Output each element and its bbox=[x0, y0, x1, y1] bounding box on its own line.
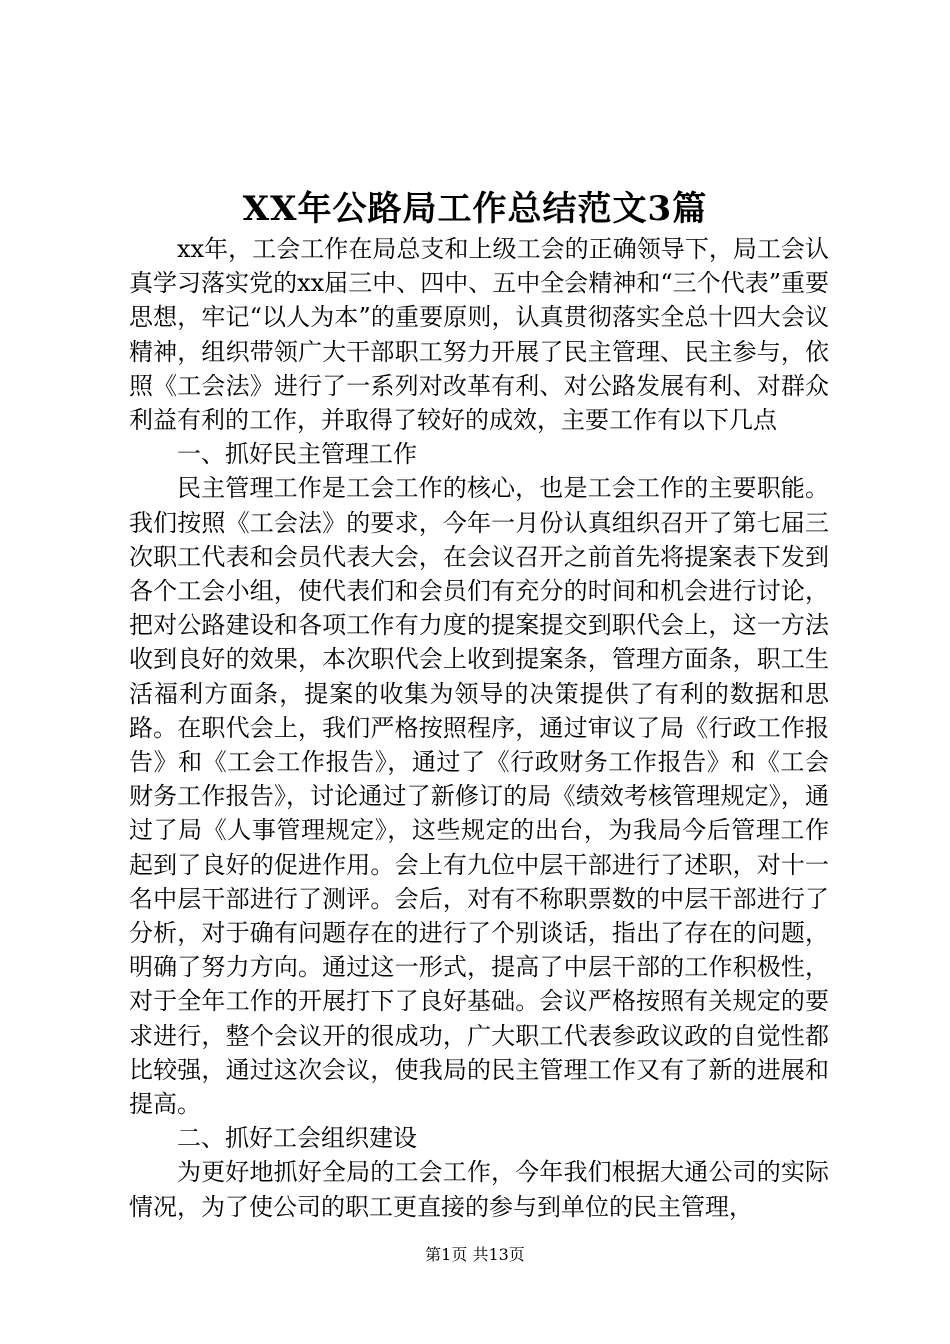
page-number: 第1页 共13页 bbox=[425, 1245, 525, 1264]
intro-paragraph: xx年，工会工作在局总支和上级工会的正确领导下，局工会认真学习落实党的xx届三中、四中、五中全会精神和“三个代表”重要思想，牢记“以人为本”的重要原则，认真贯彻落实全总十四大会议精神，组织带领广大干部职工努力开展了民主管理、民主参与，依照《工会法》进行了一系列对改革有利、对公路发展有利、对群众利益有利的工作，并取得了较好的成效，主要工作有以下几点 bbox=[129, 235, 829, 435]
section-heading-2: 二、抓好工会组织建设 bbox=[177, 1124, 417, 1153]
page-footer bbox=[0, 1243, 950, 1267]
document-title: XX年公路局工作总结范文3篇 bbox=[242, 189, 708, 229]
section-2-paragraph: 为更好地抓好全局的工会工作，今年我们根据大通公司的实际情况，为了使公司的职工更直接的参与到单位的民主管理， bbox=[129, 1158, 829, 1221]
section-heading-1: 一、抓好民主管理工作 bbox=[177, 440, 417, 469]
section-1-paragraph: 民主管理工作是工会工作的核心，也是工会工作的主要职能。我们按照《工会法》的要求，今年一月份认真组织召开了第七届三次职工代表和会员代表大会，在会议召开之前首先将提案表下发到各个工会小组，使代表们和会员们有充分的时间和机会进行讨论，把对公路建设和各项工作有力度的提案提交到职代会上，这一方法收到良好的效果，本次职代会上收到提案条，管理方面条，职工生活福利方面条，提案的收集为领导的决策提供了有利的数据和思路。在职代会上，我们严格按照程序，通过审议了局《行政工作报告》和《工会工作报告》，通过了《行政财务工作报告》和《工会财务工作报告》，讨论通过了新修订的局《绩效考核管理规定》，通过了局《人事管理规定》，这些规定的出台，为我局今后管理工作起到了良好的促进作用。会上有九位中层干部进行了述职，对十一名中层干部进行了测评。会后，对有不称职票数的中层干部进行了分析，对于确有问题存在的进行了个别谈话，指出了存在的问题，明确了努力方向。通过这一形式，提高了中层干部的工作积极性，对于全年工作的开展打下了良好基础。会议严格按照有关规定的要求进行，整个会议开的很成功，广大职工代表参政议政的自觉性都比较强，通过这次会议，使我局的民主管理工作又有了新的进展和提高。 bbox=[129, 474, 829, 1119]
document-body bbox=[129, 232, 829, 1224]
